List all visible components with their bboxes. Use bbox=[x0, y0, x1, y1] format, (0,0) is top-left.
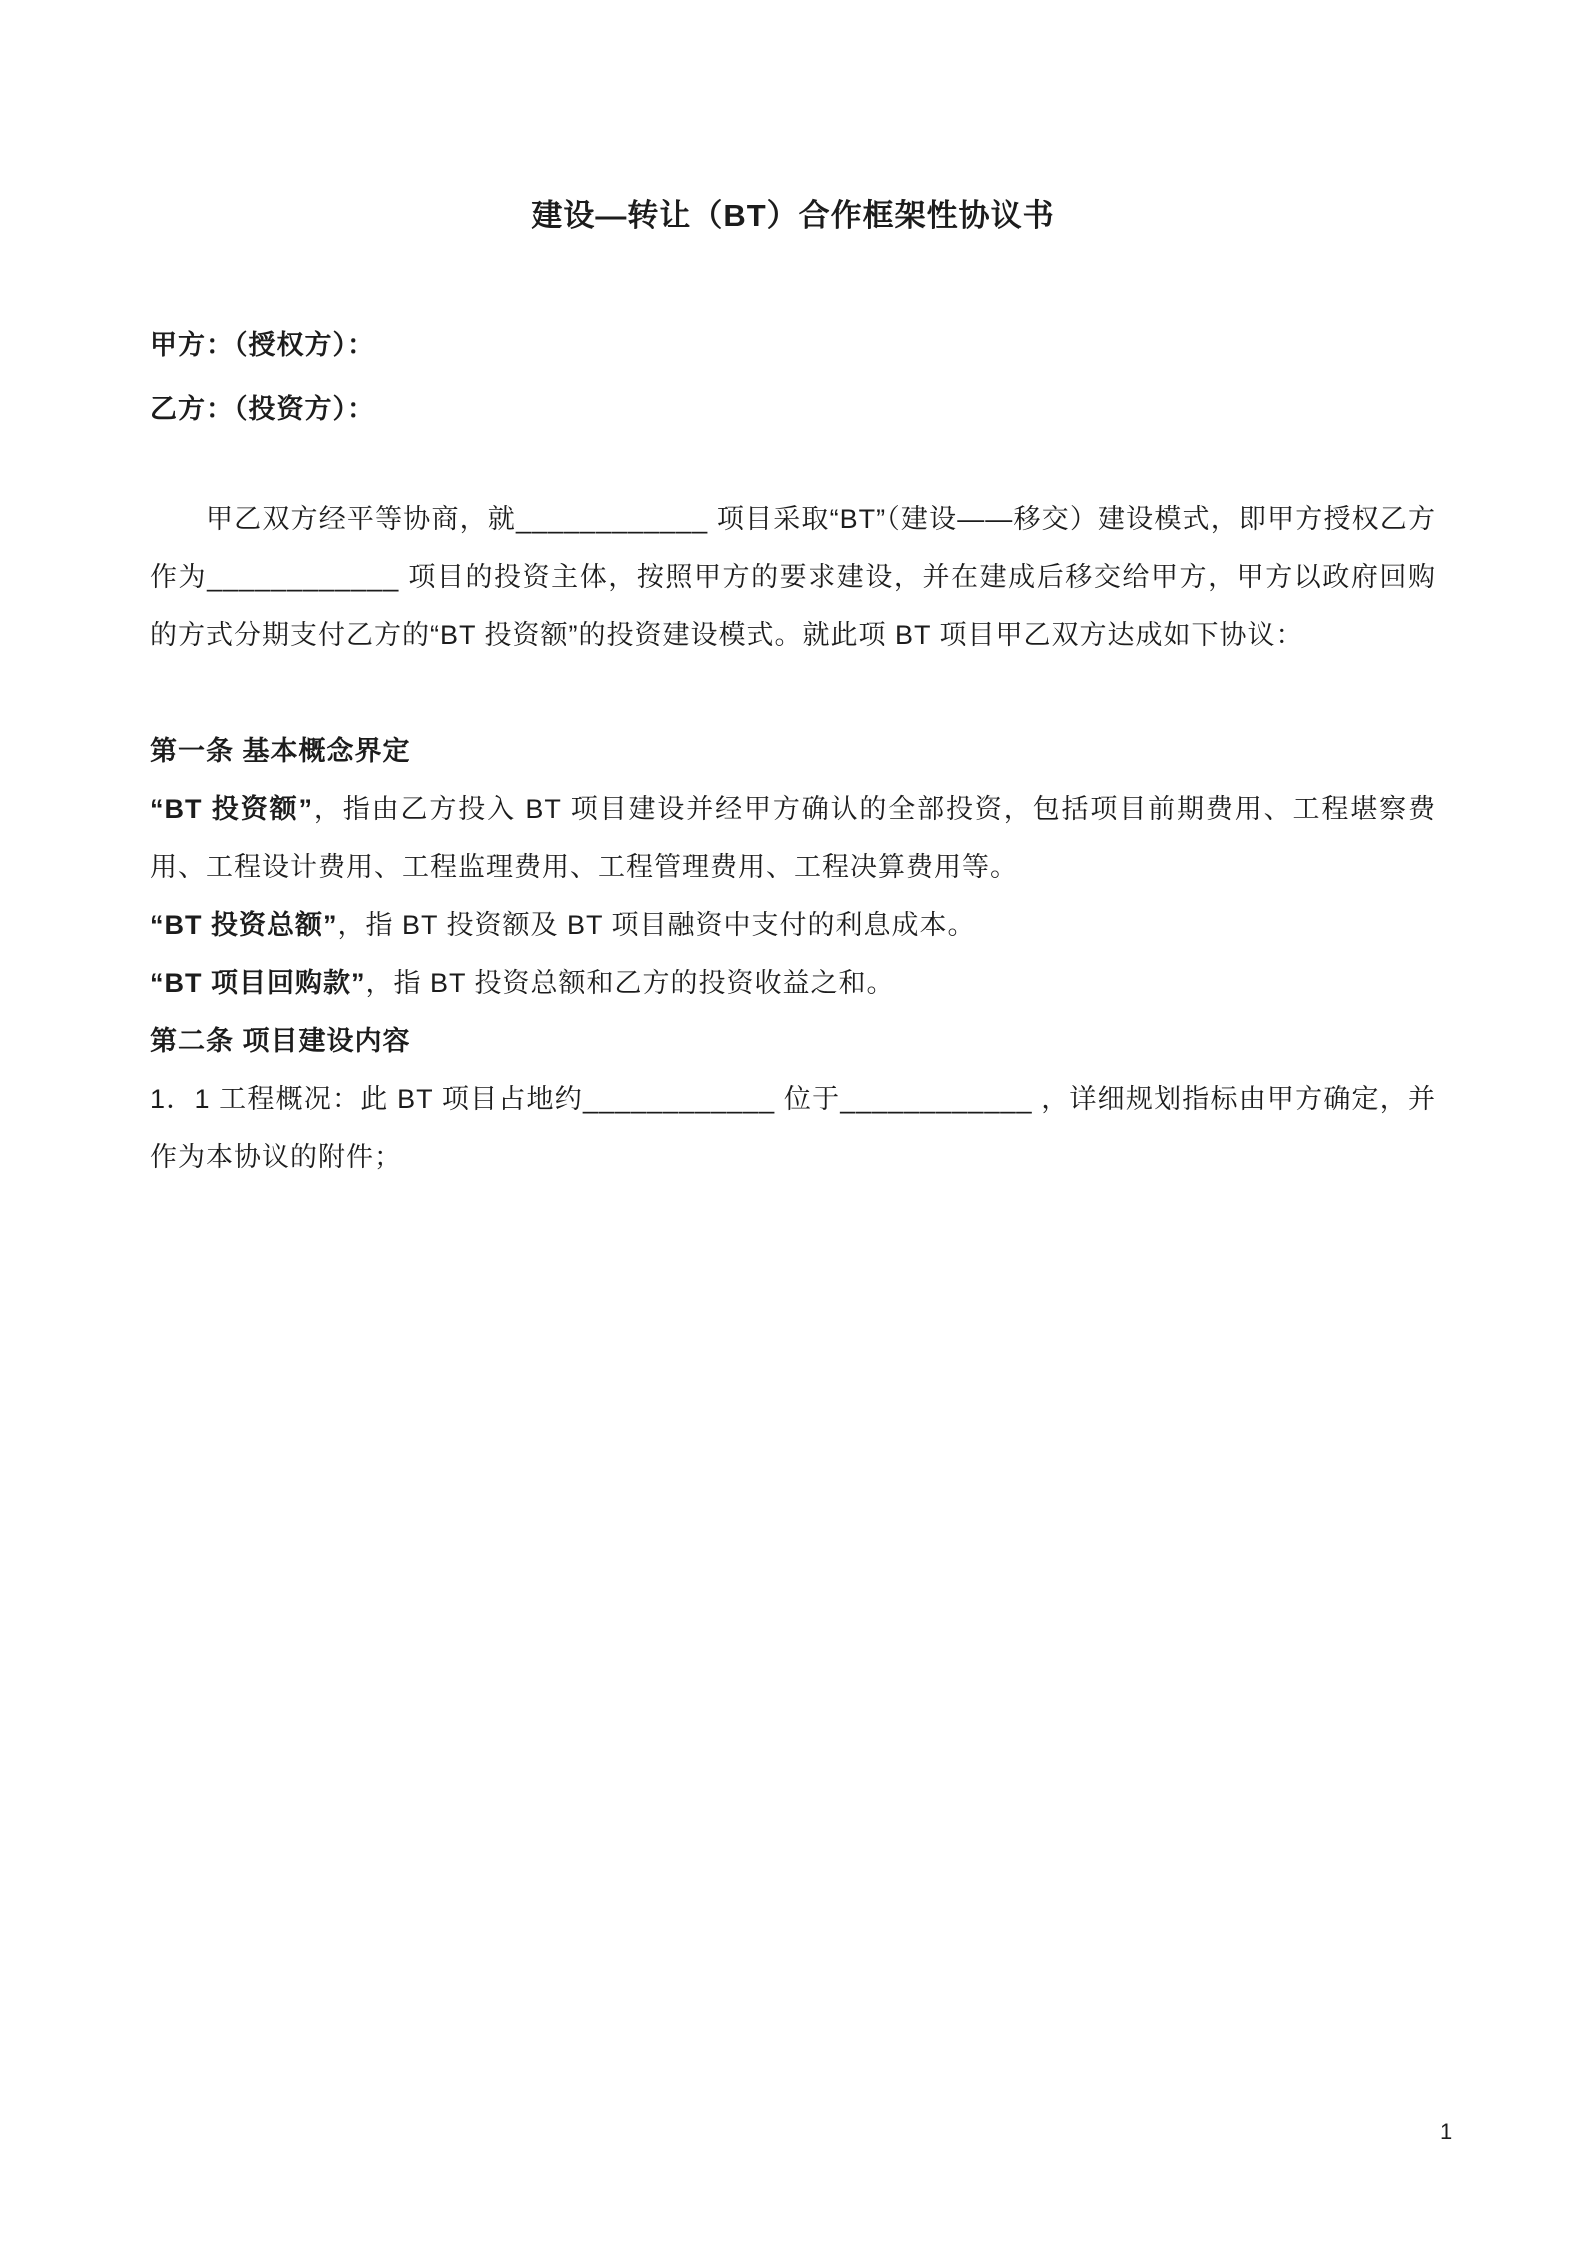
intro-paragraph: 甲乙双方经平等协商，就____________ 项目采取“BT”（建设——移交）建设模式，即甲方授权乙方作为____________ 项目的投资主体，按照甲方的要求建设，并在建成后移交给甲方，甲方以政府回购的方式分期支付乙方的“BT 投资额”的投资建设模式。就此项 BT 项目甲乙双方达成如下协议： bbox=[150, 504, 1436, 650]
party-b-line: 乙方：（投资方）： bbox=[150, 394, 375, 424]
clause-1-1-paragraph: 1．1 工程概况：此 BT 项目占地约____________ 位于____________ ，详细规划指标由甲方确定，并作为本协议的附件； bbox=[150, 1084, 1436, 1172]
definition-bt-investment bbox=[150, 780, 1436, 896]
definition-bt-investment-term: “BT 投资额” bbox=[150, 794, 313, 824]
definition-bt-repurchase-text: ，指 BT 投资总额和乙方的投资收益之和。 bbox=[365, 968, 895, 998]
definition-bt-repurchase bbox=[150, 954, 1436, 1012]
document-title: 建设—转让（BT）合作框架性协议书 bbox=[531, 198, 1055, 233]
definition-bt-investment-text: ，指由乙方投入 BT 项目建设并经甲方确认的全部投资，包括项目前期费用、工程堪察费用、工程设计费用、工程监理费用、工程管理费用、工程决算费用等。 bbox=[150, 794, 1436, 882]
definition-bt-total-investment-term: “BT 投资总额” bbox=[150, 910, 338, 940]
section-2-heading: 第二条 项目建设内容 bbox=[150, 1026, 411, 1056]
definition-bt-total-investment-text: ，指 BT 投资额及 BT 项目融资中支付的利息成本。 bbox=[337, 910, 976, 940]
section-1-heading: 第一条 基本概念界定 bbox=[150, 736, 411, 766]
definition-bt-repurchase-term: “BT 项目回购款” bbox=[150, 968, 366, 998]
party-a-line: 甲方：（授权方）： bbox=[150, 330, 375, 360]
page-number: 1 bbox=[1440, 2119, 1453, 2144]
definition-bt-total-investment bbox=[150, 896, 1436, 954]
